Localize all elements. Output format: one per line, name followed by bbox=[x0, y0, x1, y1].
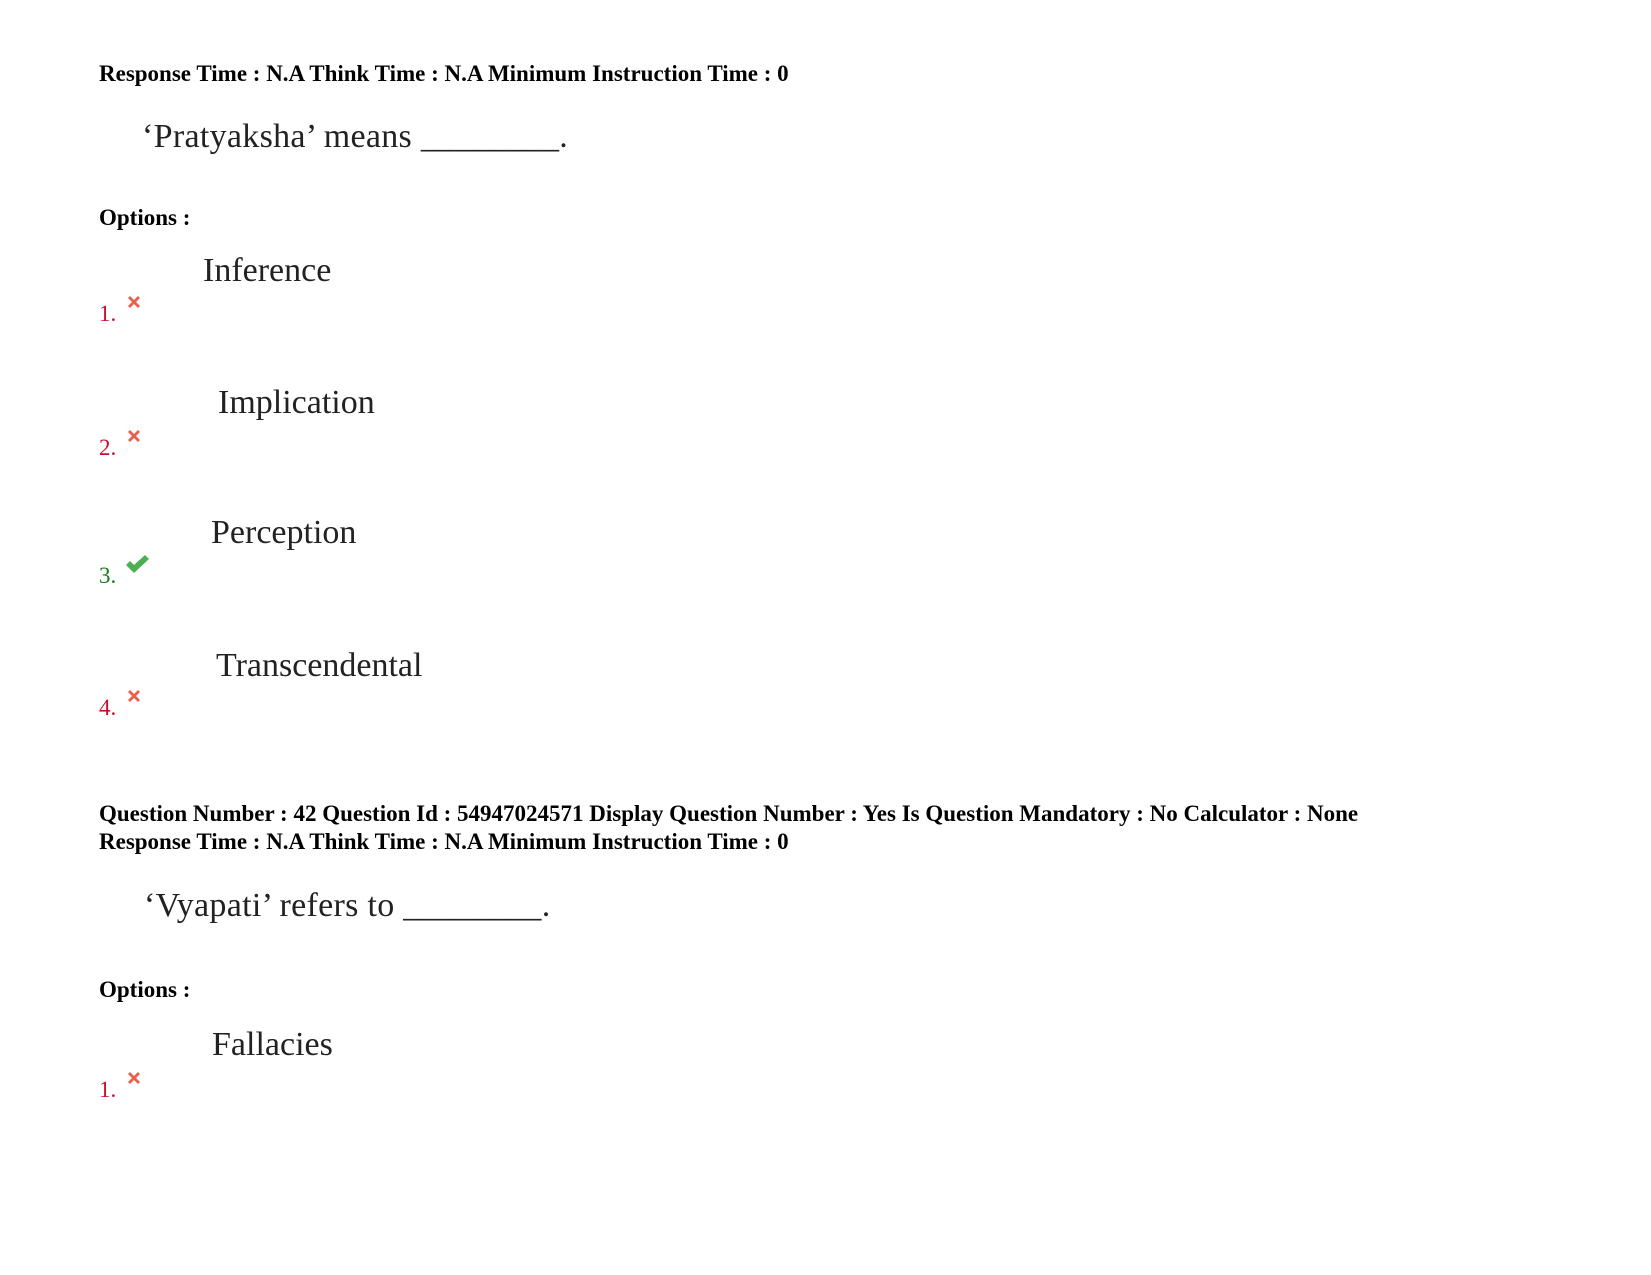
response-time-line: Response Time : N.A Think Time : N.A Minimum Instruction Time : 0 bbox=[99, 61, 789, 86]
option-number: 1. bbox=[99, 301, 117, 326]
option-text-4: Transcendental bbox=[216, 647, 423, 684]
option-number: 3. bbox=[99, 563, 117, 588]
option-marker-1 bbox=[99, 300, 144, 328]
cross-icon bbox=[124, 426, 144, 446]
option-text-1: Inference bbox=[203, 252, 332, 289]
question-meta-line: Question Number : 42 Question Id : 54947024571 Display Question Number : Yes Is Question Mandatory : No Calculator : None bbox=[99, 801, 1359, 826]
options-label: Options : bbox=[99, 205, 191, 230]
option-marker-1 bbox=[99, 1076, 144, 1104]
option-marker-2 bbox=[99, 434, 144, 462]
question-text: ‘Pratyaksha’ means ________. bbox=[142, 118, 569, 155]
check-icon bbox=[124, 554, 150, 574]
option-text-2: Implication bbox=[218, 384, 375, 421]
response-time-line: Response Time : N.A Think Time : N.A Minimum Instruction Time : 0 bbox=[99, 829, 789, 854]
option-number: 4. bbox=[99, 695, 117, 720]
options-label: Options : bbox=[99, 977, 191, 1002]
question-text: ‘Vyapati’ refers to ________. bbox=[144, 887, 551, 924]
cross-icon bbox=[124, 686, 144, 706]
option-text-3: Perception bbox=[211, 514, 357, 551]
option-marker-4 bbox=[99, 694, 144, 722]
option-text-1: Fallacies bbox=[212, 1026, 333, 1063]
option-marker-3 bbox=[99, 562, 150, 590]
cross-icon bbox=[124, 292, 144, 312]
cross-icon bbox=[124, 1068, 144, 1088]
option-number: 1. bbox=[99, 1077, 117, 1102]
option-number: 2. bbox=[99, 435, 117, 460]
